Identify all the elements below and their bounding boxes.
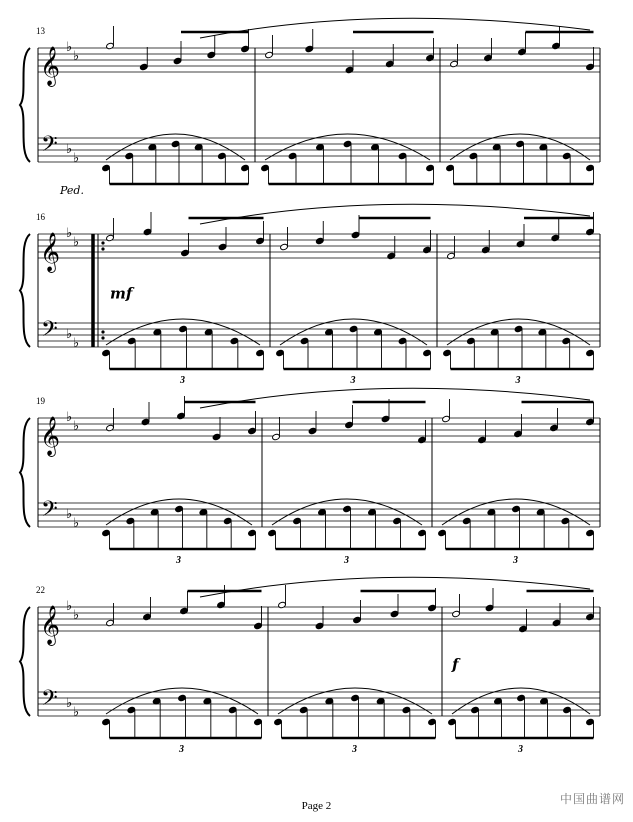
note-head	[586, 63, 595, 70]
flat-icon: ♭	[66, 40, 73, 55]
dynamic-marking: mf	[110, 284, 133, 303]
note-head	[423, 246, 432, 253]
note-head	[443, 349, 452, 356]
note-head	[519, 625, 528, 632]
note-head	[484, 54, 493, 61]
note-head	[478, 436, 487, 443]
grand-staff-brace-icon	[20, 234, 30, 347]
note-head	[241, 164, 250, 171]
grand-staff-brace-icon	[20, 48, 30, 162]
note-head	[517, 694, 526, 701]
note-head	[462, 517, 471, 524]
note-head	[450, 60, 459, 67]
grand-staff-system	[20, 388, 600, 566]
phrase-slur	[200, 388, 590, 408]
flat-icon: ♭	[73, 608, 80, 623]
triplet-marking: 3	[515, 375, 521, 386]
flat-icon: ♭	[73, 49, 80, 64]
flat-icon: ♭	[66, 696, 73, 711]
note-head	[586, 718, 595, 725]
note-head	[207, 51, 216, 58]
note-head	[218, 243, 227, 250]
note-head	[469, 152, 478, 159]
note-head	[452, 610, 461, 617]
note-head	[315, 237, 324, 244]
note-head	[398, 152, 407, 159]
note-head	[438, 529, 447, 536]
measure-number: 13	[36, 26, 45, 36]
note-head	[248, 427, 257, 434]
note-head	[586, 529, 595, 536]
note-head	[106, 234, 115, 241]
note-head	[102, 529, 111, 536]
grand-staff-system	[20, 577, 600, 755]
note-head	[447, 252, 456, 259]
note-head	[293, 517, 302, 524]
note-head	[426, 164, 435, 171]
note-head	[288, 152, 297, 159]
note-head	[448, 718, 457, 725]
grand-staff-system	[20, 18, 600, 197]
flat-icon: ♭	[73, 151, 80, 166]
note-head	[586, 613, 595, 620]
treble-clef-icon: 𝄞	[40, 232, 61, 272]
triplet-marking: 3	[352, 744, 357, 755]
note-head	[516, 140, 525, 147]
treble-clef-icon: 𝄞	[40, 605, 61, 645]
note-head	[241, 45, 250, 52]
note-head	[586, 418, 595, 425]
note-head	[586, 349, 595, 356]
bass-clef-icon: 𝄢	[41, 686, 58, 716]
note-head	[418, 529, 427, 536]
note-head	[586, 164, 595, 171]
treble-staff	[38, 48, 600, 72]
phrase-slur	[200, 204, 590, 224]
flat-icon: ♭	[73, 705, 80, 720]
note-head	[106, 424, 115, 431]
measure-number: 16	[36, 212, 45, 222]
note-head	[248, 529, 257, 536]
bass-clef-icon: 𝄢	[41, 497, 58, 527]
note-head	[180, 607, 189, 614]
note-head	[381, 415, 390, 422]
note-head	[171, 140, 180, 147]
note-head	[351, 694, 360, 701]
note-head	[315, 622, 324, 629]
note-head	[300, 337, 309, 344]
flat-icon: ♭	[73, 516, 80, 531]
flat-icon: ♭	[66, 410, 73, 425]
note-head	[349, 325, 358, 332]
note-head	[385, 60, 394, 67]
note-head	[102, 349, 111, 356]
note-head	[485, 604, 494, 611]
grand-staff-brace-icon	[20, 607, 30, 716]
note-head	[512, 505, 521, 512]
note-head	[351, 231, 360, 238]
note-head	[390, 610, 399, 617]
flat-icon: ♭	[66, 599, 73, 614]
note-head	[345, 66, 354, 73]
flat-icon: ♭	[73, 235, 80, 250]
note-head	[278, 601, 287, 608]
flat-icon: ♭	[66, 142, 73, 157]
flat-icon: ♭	[73, 419, 80, 434]
triplet-marking: 3	[176, 555, 181, 566]
note-head	[428, 604, 437, 611]
note-head	[552, 619, 561, 626]
page-number: Page 2	[301, 800, 332, 812]
note-head	[308, 427, 317, 434]
note-head	[514, 430, 523, 437]
note-head	[141, 418, 150, 425]
note-head	[343, 140, 352, 147]
note-head	[305, 45, 314, 52]
note-head	[518, 48, 527, 55]
treble-staff	[38, 418, 600, 442]
note-head	[178, 694, 187, 701]
note-head	[428, 718, 437, 725]
note-head	[276, 349, 285, 356]
note-head	[446, 164, 455, 171]
note-head	[230, 337, 239, 344]
note-head	[514, 325, 523, 332]
note-head	[272, 433, 281, 440]
triplet-marking: 3	[180, 375, 185, 386]
flat-icon: ♭	[66, 226, 73, 241]
bass-clef-icon: 𝄢	[41, 317, 58, 347]
treble-clef-icon: 𝄞	[40, 416, 61, 456]
note-head	[173, 57, 182, 64]
note-head	[398, 337, 407, 344]
note-head	[586, 228, 595, 235]
triplet-marking: 3	[513, 555, 518, 566]
note-head	[181, 249, 190, 256]
note-head	[280, 243, 289, 250]
pedal-marking: Ped.	[60, 184, 84, 197]
note-head	[345, 421, 354, 428]
note-head	[562, 337, 571, 344]
note-head	[139, 63, 148, 70]
note-head	[212, 433, 221, 440]
note-head	[106, 42, 115, 49]
note-head	[254, 622, 263, 629]
bass-clef-icon: 𝄢	[41, 132, 58, 162]
note-head	[102, 164, 111, 171]
note-head	[299, 706, 308, 713]
note-head	[393, 517, 402, 524]
phrase-slur	[200, 577, 590, 597]
note-head	[102, 718, 111, 725]
note-head	[256, 349, 265, 356]
treble-staff	[38, 234, 600, 258]
triplet-marking: 3	[179, 744, 184, 755]
note-head	[467, 337, 476, 344]
triplet-marking: 3	[518, 744, 523, 755]
note-head	[268, 529, 277, 536]
dynamic-marking: f	[452, 655, 459, 674]
note-head	[228, 706, 237, 713]
flat-icon: ♭	[66, 327, 73, 342]
phrase-slur	[200, 18, 590, 38]
grand-staff-brace-icon	[20, 418, 30, 527]
note-head	[143, 228, 152, 235]
note-head	[217, 601, 226, 608]
flat-icon: ♭	[73, 336, 80, 351]
note-head	[561, 517, 570, 524]
measure-number: 22	[36, 585, 45, 595]
note-head	[550, 424, 559, 431]
measure-number: 19	[36, 396, 45, 406]
note-head	[418, 436, 427, 443]
note-head	[551, 234, 560, 241]
grand-staff-system	[20, 204, 600, 386]
note-head	[127, 337, 136, 344]
triplet-marking: 3	[344, 555, 349, 566]
note-head	[218, 152, 227, 159]
note-head	[471, 706, 480, 713]
note-head	[125, 152, 134, 159]
note-head	[261, 164, 270, 171]
note-head	[552, 42, 561, 49]
flat-icon: ♭	[66, 507, 73, 522]
note-head	[442, 415, 451, 422]
note-head	[423, 349, 432, 356]
note-head	[143, 613, 152, 620]
note-head	[265, 51, 274, 58]
note-head	[353, 616, 362, 623]
note-head	[562, 152, 571, 159]
note-head	[563, 706, 572, 713]
note-head	[426, 54, 435, 61]
note-head	[177, 412, 186, 419]
watermark-logo: 中国曲谱网	[559, 792, 625, 806]
note-head	[516, 240, 525, 247]
treble-clef-icon: 𝄞	[40, 46, 61, 86]
note-head	[343, 505, 352, 512]
triplet-marking: 3	[350, 375, 356, 386]
note-head	[256, 237, 265, 244]
note-head	[179, 325, 188, 332]
note-head	[387, 252, 396, 259]
note-head	[481, 246, 490, 253]
note-head	[254, 718, 263, 725]
note-head	[126, 517, 135, 524]
note-head	[175, 505, 184, 512]
note-head	[106, 619, 115, 626]
note-head	[402, 706, 411, 713]
note-head	[127, 706, 136, 713]
note-head	[274, 718, 283, 725]
note-head	[223, 517, 232, 524]
